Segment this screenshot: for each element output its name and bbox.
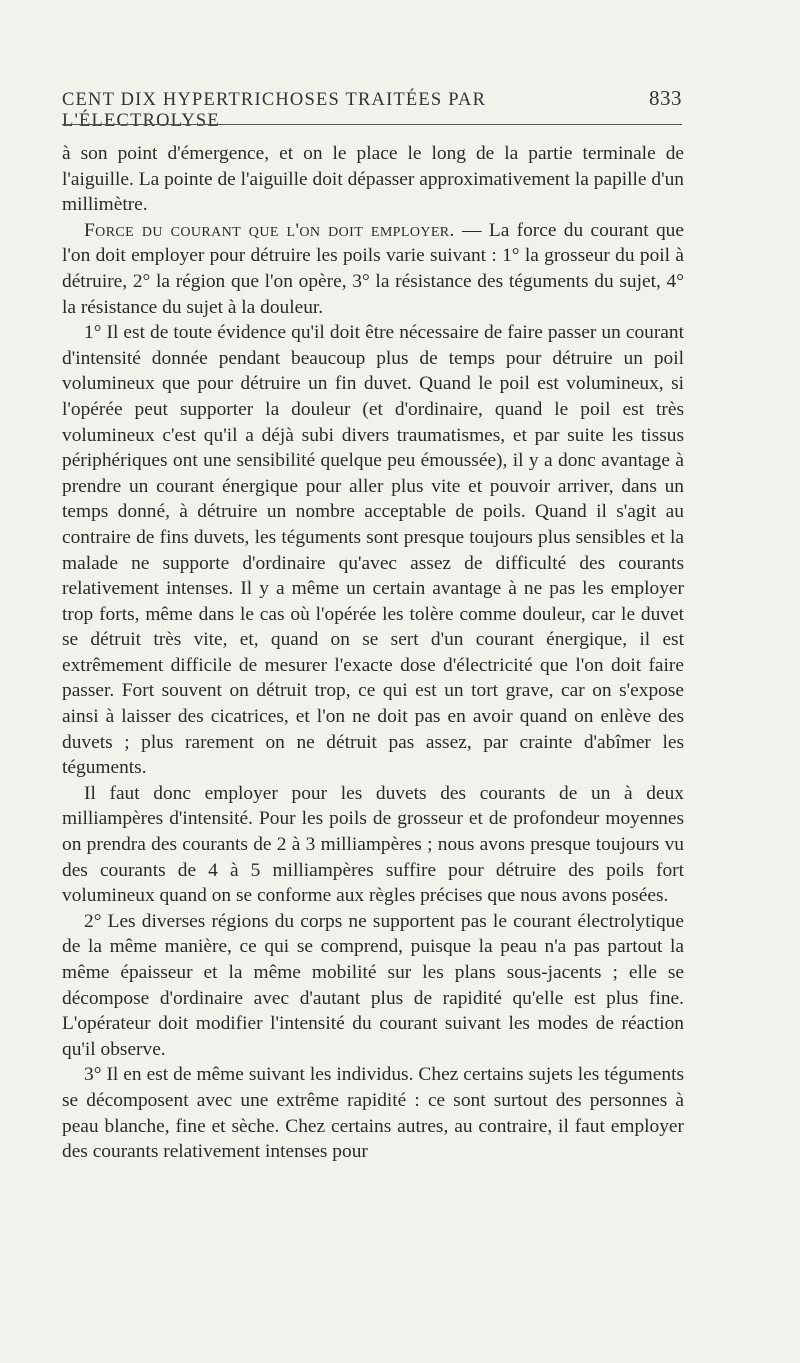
paragraph-point-2: 2° Les diverses régions du corps ne supportent pas le courant électrolytique de la même manière, ce qui se comprend, puisque la peau n'a pas partout la même épaisseur et la même mobilité sur les plans sous-jacents ; elle se décompose d'ordinaire avec d'autant plus de rapidité qu'elle est plus fine. L'opérateur doit modifier l'intensité du courant suivant les modes de réaction qu'il observe. xyxy=(62,910,684,1060)
section-dash: — xyxy=(454,219,489,241)
section-text: La force du courant que l'on doit employer pour détruire les poils varie suivant : 1° la grosseur du poil à détruire, 2° la région que l'on opère, 3° la résistance des téguments du sujet, 4° la résistance du sujet à la douleur. xyxy=(62,219,684,318)
running-header xyxy=(62,86,682,132)
page-body xyxy=(62,141,684,1165)
running-title: CENT DIX HYPERTRICHOSES TRAITÉES PAR L'ÉLECTROLYSE xyxy=(62,90,487,131)
paragraph-current-values: Il faut donc employer pour les duvets des courants de un à deux milliampères d'intensité. Pour les poils de grosseur et de profondeur moyennes on prendra des courants de 2 à 3 milliampères ; nous avons presque toujours vu des courants de 4 à 5 milliampères suffire pour détruire des poils fort volumineux quand on se conforme aux règles précises que nous avons posées. xyxy=(62,782,684,907)
paragraph-point-3: 3° Il en est de même suivant les individus. Chez certains sujets les téguments se décomposent avec une extrême rapidité : ce sont surtout des personnes à peau blanche, fine et sèche. Chez certains autres, au contraire, il faut employer des courants relativement intenses pour xyxy=(62,1064,684,1163)
header-rule xyxy=(62,124,682,125)
section-paragraph xyxy=(62,218,684,320)
page-number: 833 xyxy=(649,86,682,110)
paragraph-point-1: 1° Il est de toute évidence qu'il doit être nécessaire de faire passer un courant d'intensité donnée pendant beaucoup plus de temps pour détruire un poil volumineux que pour détruire un fin duvet. Quand le poil est volumineux, si l'opérée peut supporter la douleur (et d'ordinaire, quand le poil est très volumineux c'est qu'il a déjà subi divers traumatismes, et par suite les tissus périphériques ont une sensibilité quelque peu émoussée), il y a donc avantage à prendre un courant énergique pour aller plus vite et pouvoir arriver, dans un temps donné, à détruire un nombre acceptable de poils. Quand il s'agit au contraire de fins duvets, les téguments sont presque toujours plus sensibles et la malade ne supporte d'ordinaire qu'avec assez de difficulté des courants relativement intenses. Il y a même un certain avantage à ne pas les employer trop forts, même dans le cas où l'opérée les tolère comme douleur, car le duvet se détruit très vite, et, quand on se sert d'un courant énergique, il est extrêmement difficile de mesurer l'exacte dose d'électricité que l'on doit faire passer. Fort souvent on détruit trop, ce qui est un tort grave, car on s'expose ainsi à laisser des cicatrices, et l'on ne doit pas en avoir quand on enlève des duvets ; plus rarement on ne détruit pas assez, par crainte d'abîmer les téguments. xyxy=(62,322,684,779)
section-heading: Force du courant que l'on doit employer. xyxy=(84,219,455,241)
paragraph-continuation: à son point d'émergence, et on le place le long de la partie terminale de l'aiguille. La pointe de l'aiguille doit dépasser approximativement la papille d'un millimètre. xyxy=(62,143,684,216)
